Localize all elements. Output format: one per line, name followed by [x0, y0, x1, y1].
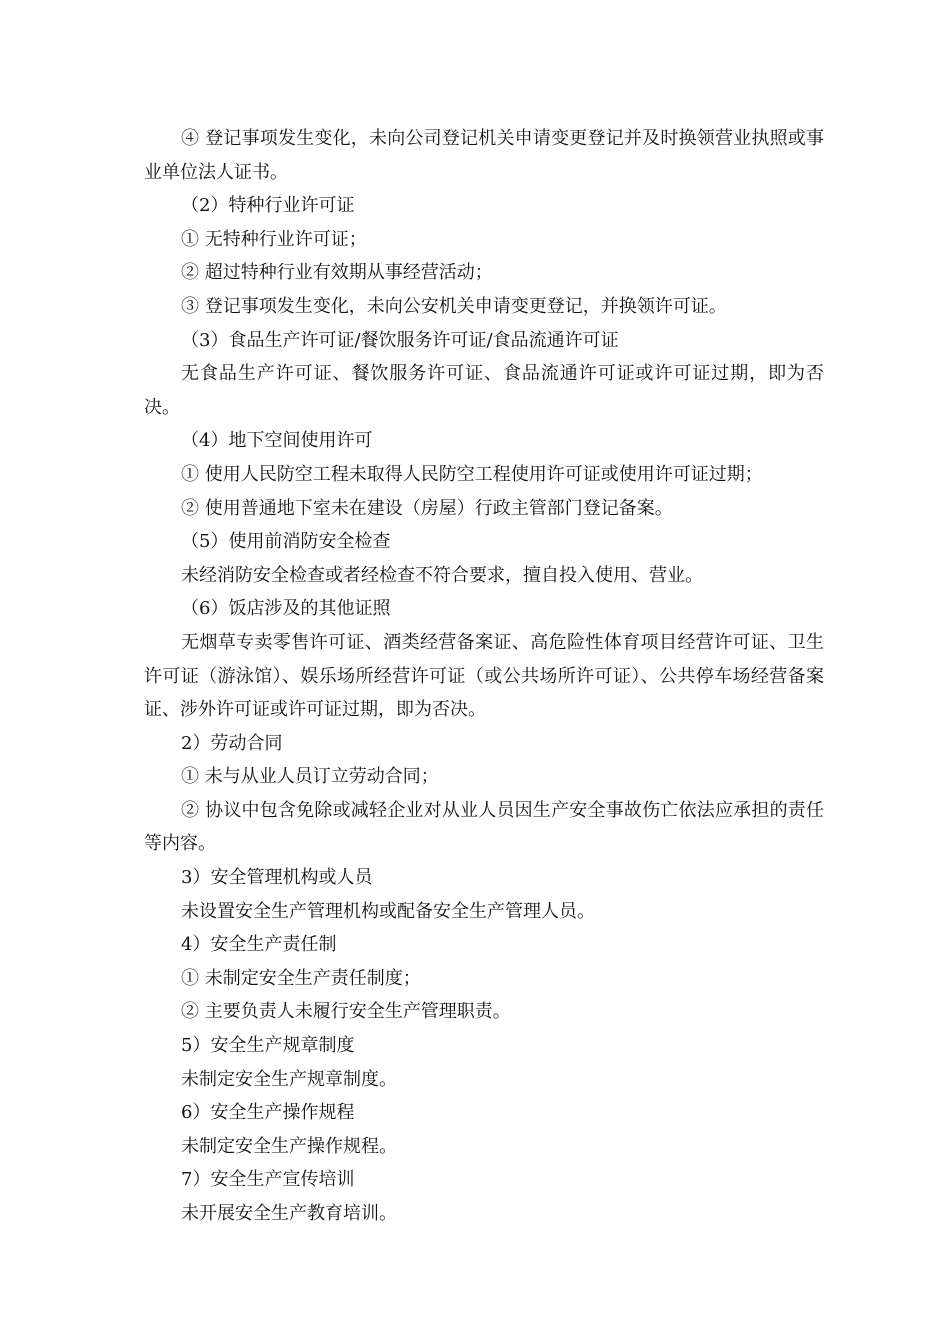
- paragraph-food-license: 无食品生产许可证、餐饮服务许可证、食品流通许可证或许可证过期，即为否决。: [144, 363, 824, 418]
- heading-operating-procedures: 6）安全生产操作规程: [181, 1102, 355, 1124]
- heading-underground-space: （4）地下空间使用许可: [181, 430, 373, 452]
- heading-safety-organization: 3）安全管理机构或人员: [181, 867, 373, 889]
- heading-food-license: （3）食品生产许可证/餐饮服务许可证/食品流通许可证: [181, 329, 619, 351]
- paragraph-operating-procedures: 未制定安全生产操作规程。: [181, 1135, 397, 1157]
- paragraph-registration-change: ④ 登记事项发生变化，未向公司登记机关申请变更登记并及时换领营业执照或事业单位法人证书。: [144, 128, 824, 183]
- list-item: ③ 登记事项发生变化，未向公安机关申请变更登记，并换领许可证。: [181, 295, 727, 317]
- list-item: ② 主要负责人未履行安全生产管理职责。: [181, 1001, 511, 1023]
- document-body: [144, 122, 824, 1231]
- list-item: ① 未与从业人员订立劳动合同；: [181, 766, 439, 788]
- paragraph-safety-organization: 未设置安全生产管理机构或配备安全生产管理人员。: [181, 900, 595, 922]
- list-item: ② 使用普通地下室未在建设（房屋）行政主管部门登记备案。: [181, 497, 673, 519]
- heading-labor-contract: 2）劳动合同: [181, 732, 283, 754]
- list-item: ② 超过特种行业有效期从事经营活动；: [181, 262, 493, 284]
- heading-other-licenses: （6）饭店涉及的其他证照: [181, 598, 391, 620]
- paragraph-fire-safety-check: 未经消防安全检查或者经检查不符合要求，擅自投入使用、营业。: [181, 564, 703, 586]
- heading-safety-training: 7）安全生产宣传培训: [181, 1169, 355, 1191]
- heading-rules-regulations: 5）安全生产规章制度: [181, 1035, 355, 1057]
- list-item: ① 未制定安全生产责任制度；: [181, 967, 421, 989]
- heading-special-industry-license: （2）特种行业许可证: [181, 195, 355, 217]
- list-item: ① 无特种行业许可证；: [181, 228, 367, 250]
- paragraph-rules-regulations: 未制定安全生产规章制度。: [181, 1068, 397, 1090]
- heading-fire-safety-check: （5）使用前消防安全检查: [181, 531, 391, 553]
- paragraph-safety-training: 未开展安全生产教育培训。: [181, 1203, 397, 1224]
- list-item: ① 使用人民防空工程未取得人民防空工程使用许可证或使用许可证过期；: [181, 463, 763, 485]
- paragraph-other-licenses: 无烟草专卖零售许可证、酒类经营备案证、高危险性体育项目经营许可证、卫生许可证（游泳馆）、娱乐场所经营许可证（或公共场所许可证）、公共停车场经营备案证、涉外许可证或许可证过期，即为否决。: [144, 631, 824, 721]
- list-item: ② 协议中包含免除或减轻企业对从业人员因生产安全事故伤亡依法应承担的责任等内容。: [144, 799, 824, 855]
- heading-responsibility-system: 4）安全生产责任制: [181, 934, 337, 956]
